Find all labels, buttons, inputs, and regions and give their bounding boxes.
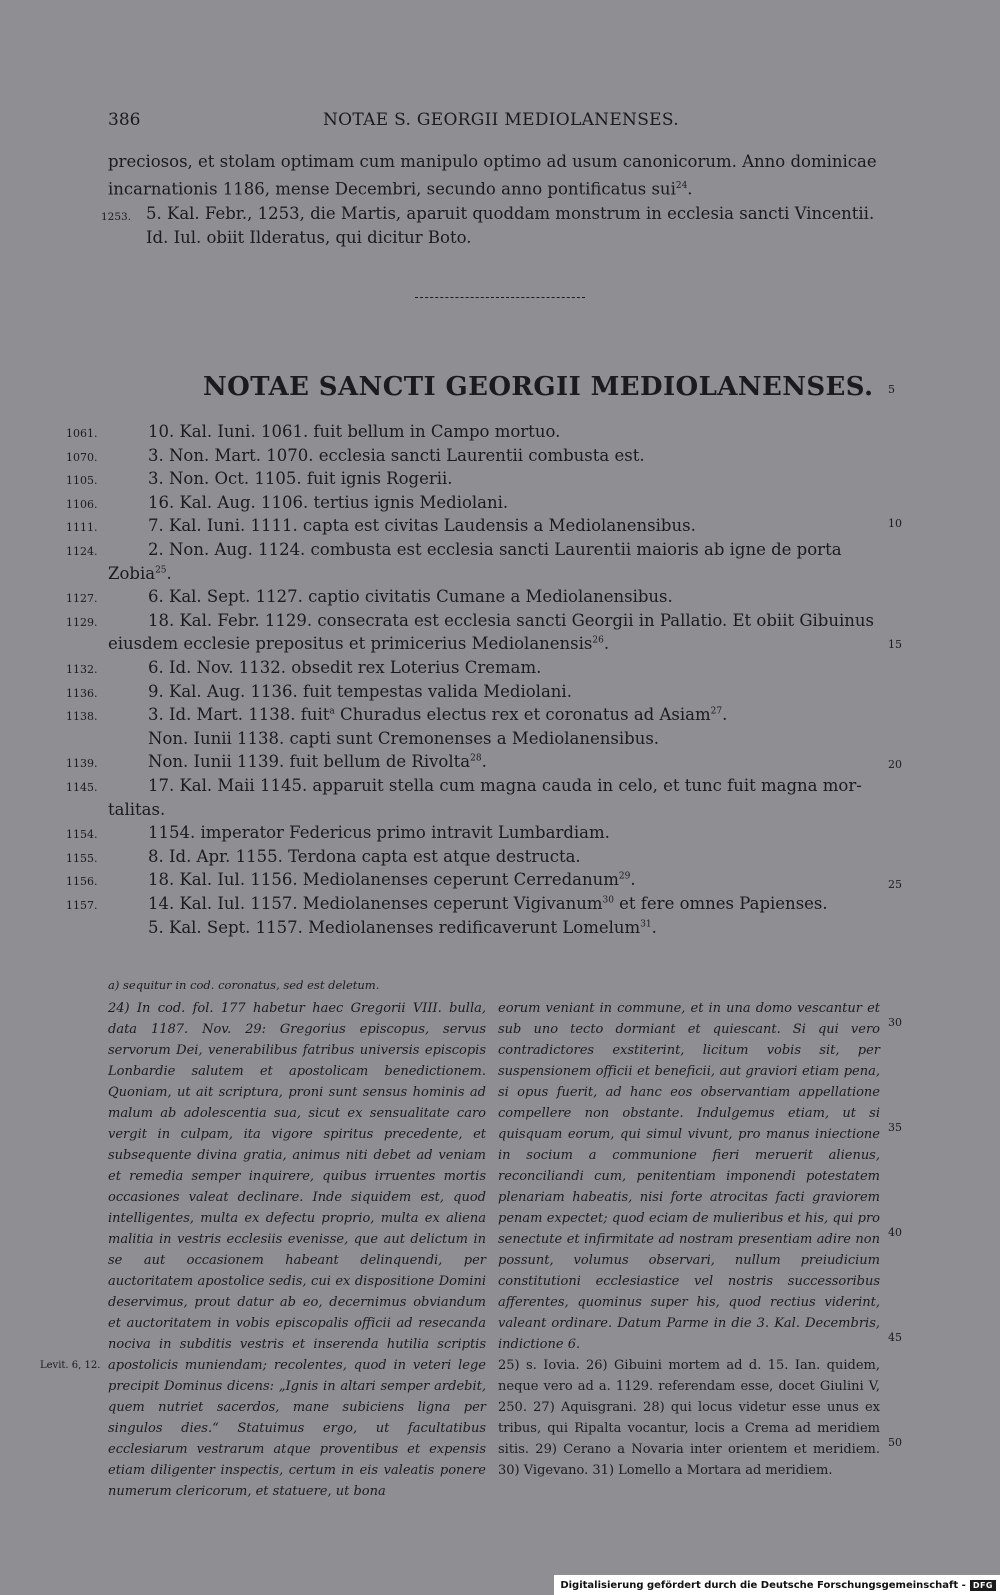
- annal-text: [148, 682, 572, 701]
- year-marker: 1139.: [66, 757, 98, 771]
- annal-entry: [0, 493, 1000, 516]
- annal-text: [148, 469, 453, 488]
- year-marker: 1111.: [66, 521, 98, 535]
- annal-entry: [0, 516, 1000, 539]
- entry-1253: 1253. 5. Kal. Febr., 1253, die Martis, aparuit quoddam monstrum in ecclesia sancti Vincentii.: [108, 202, 898, 226]
- annal-text: [148, 776, 862, 795]
- annal-text-main: 3. Non. Mart. 1070. ecclesia sancti Laurentii combusta est.: [148, 445, 645, 465]
- running-title: NOTAE S. GEORGII MEDIOLANENSES.: [323, 110, 679, 130]
- year-marker: 1124.: [66, 545, 98, 558]
- annal-text-main: 8. Id. Apr. 1155. Terdona capta est atque destructa.: [148, 846, 581, 866]
- annal-text: Zobia$^{25}$.: [108, 563, 172, 583]
- annal-entry: [0, 658, 1000, 681]
- digitization-footer: [554, 1575, 1000, 1595]
- annal-entry: [0, 540, 1000, 563]
- annal-text: [148, 894, 828, 913]
- annal-entry: [0, 800, 1000, 823]
- line-number: 50: [888, 1436, 902, 1449]
- annal-text-main: 5. Kal. Sept. 1157. Mediolanenses redificaverunt Lomelum: [148, 917, 641, 937]
- text-line: preciosos, et stolam optimam cum manipulo optimo ad usum canonicorum. Anno dominicae: [108, 152, 877, 171]
- year-marker: 1253.: [101, 210, 132, 223]
- text-line: incarnationis 1186, mense Decembri, secundo anno pontificatus sui$^{24}$.: [108, 179, 693, 199]
- annal-entry: [0, 422, 1000, 445]
- annal-text: [148, 823, 610, 842]
- annal-text: [148, 611, 874, 630]
- annal-text: 5. Kal. Sept. 1157. Mediolanenses redificaverunt Lomelum$^{31}$.: [148, 917, 657, 937]
- annal-text: [148, 658, 541, 677]
- text-line: Id. Iul. obiit Ilderatus, qui dicitur Boto.: [146, 227, 472, 247]
- year-marker: 1106.: [66, 497, 98, 511]
- year-marker: 1154.: [66, 828, 98, 842]
- year-marker: 1145.: [66, 781, 98, 794]
- annal-text: [108, 800, 165, 819]
- apparatus-footnote: a) sequitur in cod. coronatus, sed est deletum.: [108, 978, 380, 992]
- annal-text-main: 7. Kal. Iuni. 1111. capta est civitas Laudensis a Mediolanensibus.: [148, 516, 696, 536]
- annal-text-main: Non. Iunii 1138. capti sunt Cremonenses a Mediolanensibus.: [148, 728, 660, 748]
- note-24-continued: eorum veniant in commune, et in una domo vescantur et sub uno tecto dormiant et quiescant. Si qui vero contradictores exstiterint, licitum vobis sit, per suspensionem officii et beneficii, aut graviori etiam pena, si opus fuerit, ad hanc eos observantiam appellatione compellere non obstante. Indulgemus etiam, ut si quisquam eorum, qui simul vivunt, pro manus iniectione in socium a communione fieri meruerit alienus, reconciliandi cum, penitentiam imponendi potestatem plenariam habeatis, nisi forte atrocitas facti graviorem penam expectet; quod eciam de mulieribus et his, qui pro senectute et infirmitate ad nostram presentiam adire non possunt, volumus observari, nullum preiudicium constitutioni ecclesiastice vel nostris successoribus afferentes, quominus super his, quod rectius viderint, valeant ordinare. Datum Parme in die 3. Kal. Decembris, indictione 6.: [498, 1001, 880, 1352]
- year-marker: 1127.: [66, 592, 98, 606]
- line-number: 25: [888, 878, 902, 891]
- annal-entry: [0, 564, 1000, 587]
- annal-text: [148, 516, 696, 535]
- annal-text-main: 3. Id. Mart. 1138. fuit: [148, 705, 330, 725]
- page-number: 386: [108, 110, 141, 130]
- footnote-ref: 24: [675, 181, 688, 191]
- annal-text-main: 6. Id. Nov. 1132. obsedit rex Loterius Cremam.: [148, 658, 542, 677]
- annal-text: [148, 493, 508, 512]
- footnote-ref: 27: [710, 706, 723, 717]
- annal-entry: [0, 705, 1000, 728]
- year-marker: 1070.: [66, 450, 98, 464]
- annal-entry: [0, 446, 1000, 469]
- annal-text: [148, 422, 560, 441]
- annal-text-main: Zobia: [108, 563, 156, 583]
- annal-text: 18. Kal. Iul. 1156. Mediolanenses ceperunt Cerredanum$^{29}$.: [148, 870, 636, 890]
- line-number: 35: [888, 1121, 902, 1134]
- annal-entry: [0, 823, 1000, 846]
- section-title: NOTAE SANCTI GEORGII MEDIOLANENSES.: [203, 372, 874, 402]
- annal-text: [148, 540, 842, 559]
- annal-text: eiusdem ecclesie prepositus et primicerius Mediolanensis$^{26}$.: [108, 634, 610, 654]
- annal-entry: [0, 752, 1000, 775]
- annal-text-main: 2. Non. Aug. 1124. combusta est ecclesia sancti Laurentii maioris ab igne de porta: [148, 540, 842, 559]
- year-marker: 1138.: [66, 710, 98, 724]
- annal-text-main: Non. Iunii 1139. fuit bellum de Rivolta: [148, 752, 471, 772]
- annal-text: Non. Iunii 1139. fuit bellum de Rivolta$^{28}$.: [148, 752, 487, 772]
- annal-text-main: 1154. imperator Federicus primo intravit Lumbardiam.: [148, 823, 610, 843]
- section-divider: [415, 297, 585, 298]
- annal-entry: [0, 918, 1000, 941]
- line-number: 5: [888, 383, 895, 396]
- footer-text: Digitalisierung gefördert durch die Deutsche Forschungsgemeinschaft -: [560, 1579, 966, 1591]
- line-number: 15: [888, 638, 902, 651]
- annal-text-main: 3. Non. Oct. 1105. fuit ignis Rogerii.: [148, 469, 453, 489]
- annal-text-main: 9. Kal. Aug. 1136. fuit tempestas valida Mediolani.: [148, 681, 572, 701]
- annal-text-main: 18. Kal. Iul. 1156. Mediolanenses ceperunt Cerredanum: [148, 870, 619, 890]
- line-number: 10: [888, 517, 902, 530]
- notes-column-right: [498, 998, 880, 1481]
- annal-entry: [0, 870, 1000, 893]
- annal-entry: [0, 729, 1000, 752]
- line-number: 40: [888, 1226, 902, 1239]
- margin-reference: Levit. 6, 12.: [40, 1360, 101, 1371]
- year-marker: 1157.: [66, 899, 98, 912]
- annal-text-after: et fere omnes Papienses.: [613, 894, 828, 913]
- year-marker: 1129.: [66, 615, 98, 629]
- footnote-ref: 30: [602, 895, 614, 906]
- annal-entry: [0, 634, 1000, 657]
- year-marker: 1155.: [66, 851, 98, 865]
- footnote-ref: 26: [592, 635, 604, 646]
- dfg-logo: DFG: [970, 1580, 996, 1591]
- annal-entry: [0, 682, 1000, 705]
- annal-text-main: 6. Kal. Sept. 1127. captio civitatis Cumane a Mediolanensibus.: [148, 587, 673, 607]
- year-marker: 1132.: [66, 663, 98, 676]
- annal-entry: [0, 776, 1000, 799]
- annal-text: [148, 847, 581, 866]
- annal-entry: [0, 469, 1000, 492]
- annal-text: 3. Id. Mart. 1138. fuit$^a$ Churadus electus rex et coronatus ad Asiam$^{27}$.: [148, 705, 728, 725]
- annal-text: [148, 587, 673, 606]
- year-marker: 1156.: [66, 875, 98, 889]
- line-number: 30: [888, 1016, 902, 1029]
- annal-text-main: 17. Kal. Maii 1145. apparuit stella cum magna cauda in celo, et tunc fuit magna mor-: [148, 776, 862, 795]
- annal-text: [148, 729, 659, 748]
- apparatus-mark: a: [329, 706, 335, 717]
- footnote-ref: 29: [618, 871, 631, 882]
- notes-column-left: [108, 998, 486, 1502]
- footnote-ref: 28: [470, 753, 482, 764]
- annal-text: [148, 446, 645, 465]
- year-marker: 1061.: [66, 427, 98, 440]
- annal-text-main: eiusdem ecclesie prepositus et primicerius Mediolanensis: [108, 634, 593, 654]
- annal-entry: [0, 587, 1000, 610]
- note-24: 24) In cod. fol. 177 habetur haec Gregorii VIII. bulla, data 1187. Nov. 29: Gregorius episcopus, servus servorum Dei, venerabilibus fatribus universis episcopis Lonbardie salutem et apostolicam benedictionem. Quoniam, ut ait scriptura, proni sunt sensus hominis ad malum ab adolescentia sua, sicut ex sensualitate caro vergit in culpam, ita vigore spiritus precedente, et subsequente divina gratia, animus niti debet ad veniam et remedia semper inquirere, quibus irruentes mortis occasiones valeat declinare. Inde siquidem est, quod intelligentes, multa ex defectu proprio, multa ex aliena malitia in vestris ecclesiis evenisse, que aut delictum in se aut occasionem habeant delinquendi, per auctoritatem apostolice sedis, cui ex dispositione Domini deservimus, prout datur ab eo, decernimus obviandum et auctoritatem in vobis episcopalis officii ad resecanda nociva in subditis vestris et inserenda hutilia scriptis apostolicis muniendam; recolentes, quod in veteri lege precipit Dominus dicens: „Ignis in altari semper ardebit, quem nutriet sacerdos, mane subiciens ligna per singulos dies.“ Statuimus ergo, ut facultatibus ecclesiarum vestrarum atque proventibus et expensis etiam diligenter inspectis, certum in eis valeatis ponere numerum clericorum, et statuere, ut bona: [108, 1001, 486, 1499]
- annal-text-main: 16. Kal. Aug. 1106. tertius ignis Mediolani.: [148, 492, 509, 512]
- notes-25-31: 25) s. Iovia. 26) Gibuini mortem ad d. 15. Ian. quidem, neque vero ad a. 1129. referendam esse, docet Giulini V, 250. 27) Aquisgrani. 28) qui locus videtur esse unus ex tribus, qui Ripalta vocantur, locis a Crema ad meridiem sitis. 29) Cerano a Novaria inter orientem et meridiem. 30) Vigevano. 31) Lomello a Mortara ad meridiem.: [498, 1358, 880, 1478]
- annal-text-after: Churadus electus rex et coronatus ad Asiam: [334, 705, 711, 725]
- line-number: 45: [888, 1331, 902, 1344]
- annal-text-main: 10. Kal. Iuni. 1061. fuit bellum in Campo mortuo.: [148, 422, 561, 441]
- annal-entry: [0, 847, 1000, 870]
- annal-text-main: 18. Kal. Febr. 1129. consecrata est ecclesia sancti Georgii in Pallatio. Et obiit Gibuinus: [148, 610, 874, 630]
- annal-text-main: 14. Kal. Iul. 1157. Mediolanenses ceperunt Vigivanum: [148, 894, 603, 913]
- year-marker: 1136.: [66, 686, 98, 700]
- footnote-ref: 25: [155, 565, 167, 576]
- footnote-ref: 31: [640, 919, 652, 930]
- annal-text-main: talitas.: [108, 799, 166, 819]
- annal-entry: [0, 611, 1000, 634]
- preceding-text: [101, 150, 898, 250]
- year-marker: 1105.: [66, 474, 98, 488]
- annal-entry: [0, 894, 1000, 917]
- line-number: 20: [888, 758, 902, 771]
